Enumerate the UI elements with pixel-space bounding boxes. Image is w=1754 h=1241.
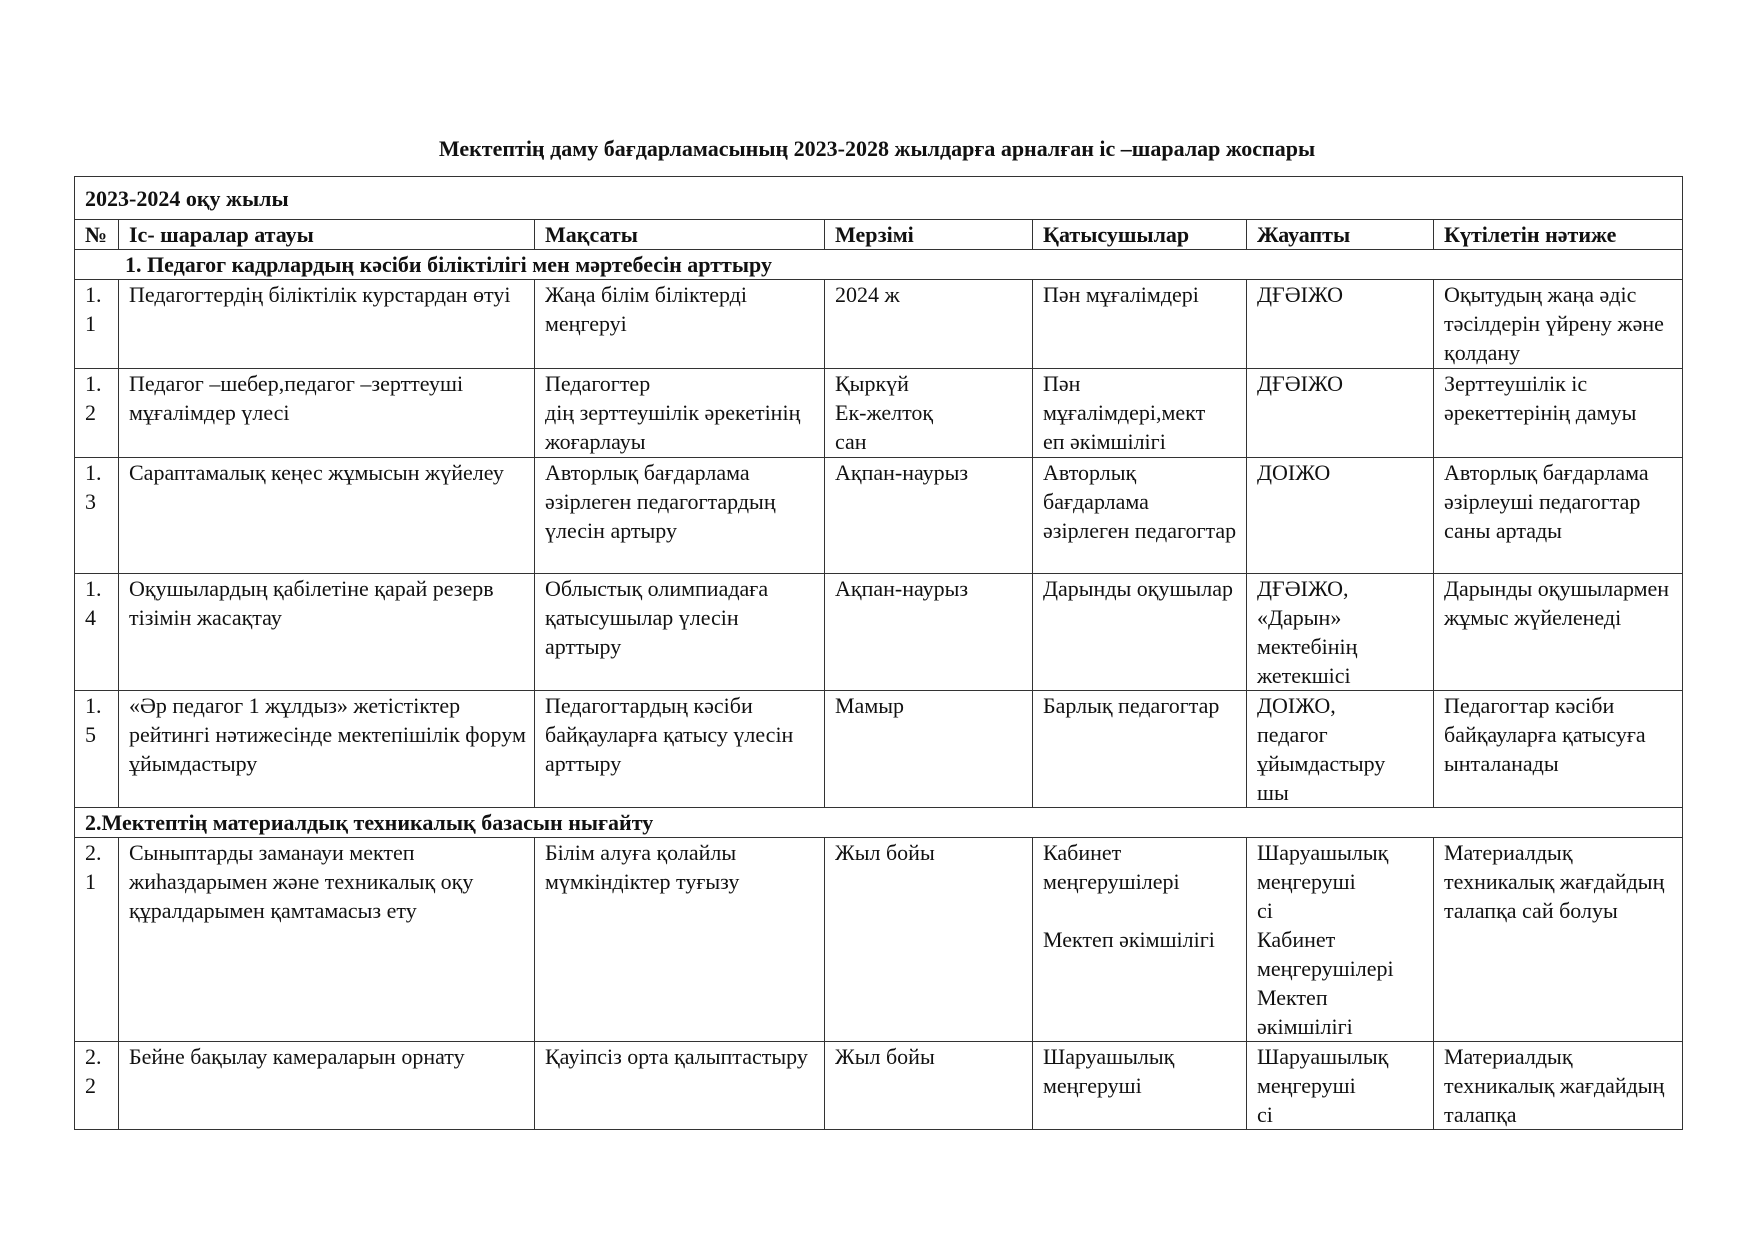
activity-name: Педагог –шебер,педагог –зерттеуші мұғалімдер үлесі [119,369,535,458]
section-row [75,250,1683,280]
activity-name: Педагогтердің біліктілік курстардан өтуі [119,280,535,369]
activity-term: Қыркүй Ек-желтоқ сан [825,369,1033,458]
activity-responsible: ДҒӘІЖО, «Дарын» мектебінің жетекшісі [1247,574,1434,691]
section-title: 2.Мектептің материалдық техникалық базасын нығайту [75,808,1683,838]
row-number: 1. 2 [75,369,119,458]
activity-participants: Дарынды оқушылар [1033,574,1247,691]
activity-responsible: Шаруашылық меңгеруші сі [1247,1042,1434,1130]
table-row [75,280,1683,369]
table-row [75,369,1683,458]
activity-term: Ақпан-наурыз [825,574,1033,691]
action-plan-table [74,176,1683,1130]
header-goal: Мақсаты [535,220,825,250]
header-expected-result: Күтілетін нәтиже [1434,220,1683,250]
activity-responsible: ДОІЖО [1247,458,1434,574]
activity-term: Ақпан-наурыз [825,458,1033,574]
section-title: 1. Педагог кадрлардың кәсіби біліктілігі мен мәртебесін арттыру [75,250,1683,280]
academic-year-label: 2023-2024 оқу жылы [75,177,1683,220]
header-activity-name: Іс- шаралар атауы [119,220,535,250]
table-row [75,1042,1683,1130]
activity-responsible: ДҒӘІЖО [1247,369,1434,458]
activity-name: Сыныптарды заманауи мектеп жиһаздарымен және техникалық оқу құралдарымен қамтамасыз ету [119,838,535,1042]
row-number: 2. 1 [75,838,119,1042]
activity-goal: Педагогтер дің зерттеушілік әрекетінің жоғарлауы [535,369,825,458]
table-row [75,691,1683,808]
activity-name: «Әр педагог 1 жұлдыз» жетістіктер рейтингі нәтижесінде мектепішілік форум ұйымдастыру [119,691,535,808]
header-responsible: Жауапты [1247,220,1434,250]
activity-goal: Қауіпсіз орта қалыптастыру [535,1042,825,1130]
activity-participants: Барлық педагогтар [1033,691,1247,808]
header-number: № [75,220,119,250]
activity-responsible: Шаруашылық меңгеруші сі Кабинет меңгерушілері Мектеп әкімшілігі [1247,838,1434,1042]
activity-responsible: ДҒӘІЖО [1247,280,1434,369]
activity-participants: Пән мұғалімдері,мект еп әкімшілігі [1033,369,1247,458]
activity-goal: Жаңа білім біліктерді меңгеруі [535,280,825,369]
activity-goal: Облыстық олимпиадаға қатысушылар үлесін арттыру [535,574,825,691]
activity-participants: Пән мұғалімдері [1033,280,1247,369]
activity-goal: Білім алуға қолайлы мүмкіндіктер туғызу [535,838,825,1042]
activity-expected-result: Авторлық бағдарлама әзірлеуші педагогтар саны артады [1434,458,1683,574]
activity-name: Сараптамалық кеңес жұмысын жүйелеу [119,458,535,574]
activity-expected-result: Материалдық техникалық жағдайдың талапқа [1434,1042,1683,1130]
header-term: Мерзімі [825,220,1033,250]
activity-name: Оқушылардың қабілетіне қарай резерв тізімін жасақтау [119,574,535,691]
academic-year-row [75,177,1683,220]
activity-term: Жыл бойы [825,838,1033,1042]
activity-term: Жыл бойы [825,1042,1033,1130]
activity-participants: Авторлық бағдарлама әзірлеген педагогтар [1033,458,1247,574]
activity-expected-result: Материалдық техникалық жағдайдың талапқа сай болуы [1434,838,1683,1042]
page-title: Мектептің даму бағдарламасының 2023-2028 жылдарға арналған іс –шаралар жоспары [438,136,1316,161]
row-number: 1. 5 [75,691,119,808]
row-number: 1. 1 [75,280,119,369]
header-participants: Қатысушылар [1033,220,1247,250]
activity-term: 2024 ж [825,280,1033,369]
table-row [75,838,1683,1042]
table-row [75,458,1683,574]
activity-name: Бейне бақылау камераларын орнату [119,1042,535,1130]
activity-expected-result: Оқытудың жаңа әдіс тәсілдерін үйрену және қолдану [1434,280,1683,369]
activity-expected-result: Дарынды оқушылармен жұмыс жүйеленеді [1434,574,1683,691]
activity-goal: Авторлық бағдарлама әзірлеген педагогтардың үлесін артыру [535,458,825,574]
section-row [75,808,1683,838]
activity-goal: Педагогтардың кәсіби байқауларға қатысу үлесін арттыру [535,691,825,808]
activity-term: Мамыр [825,691,1033,808]
row-number: 1. 4 [75,574,119,691]
activity-expected-result: Зерттеушілік іс әрекеттерінің дамуы [1434,369,1683,458]
activity-participants: Шаруашылық меңгеруші [1033,1042,1247,1130]
table-row [75,574,1683,691]
row-number: 1. 3 [75,458,119,574]
activity-expected-result: Педагогтар кәсіби байқауларға қатысуға ынталанады [1434,691,1683,808]
activity-participants: Кабинет меңгерушілері Мектеп әкімшілігі [1033,838,1247,1042]
activity-responsible: ДОІЖО, педагог ұйымдастыру шы [1247,691,1434,808]
row-number: 2. 2 [75,1042,119,1130]
table-header-row [75,220,1683,250]
